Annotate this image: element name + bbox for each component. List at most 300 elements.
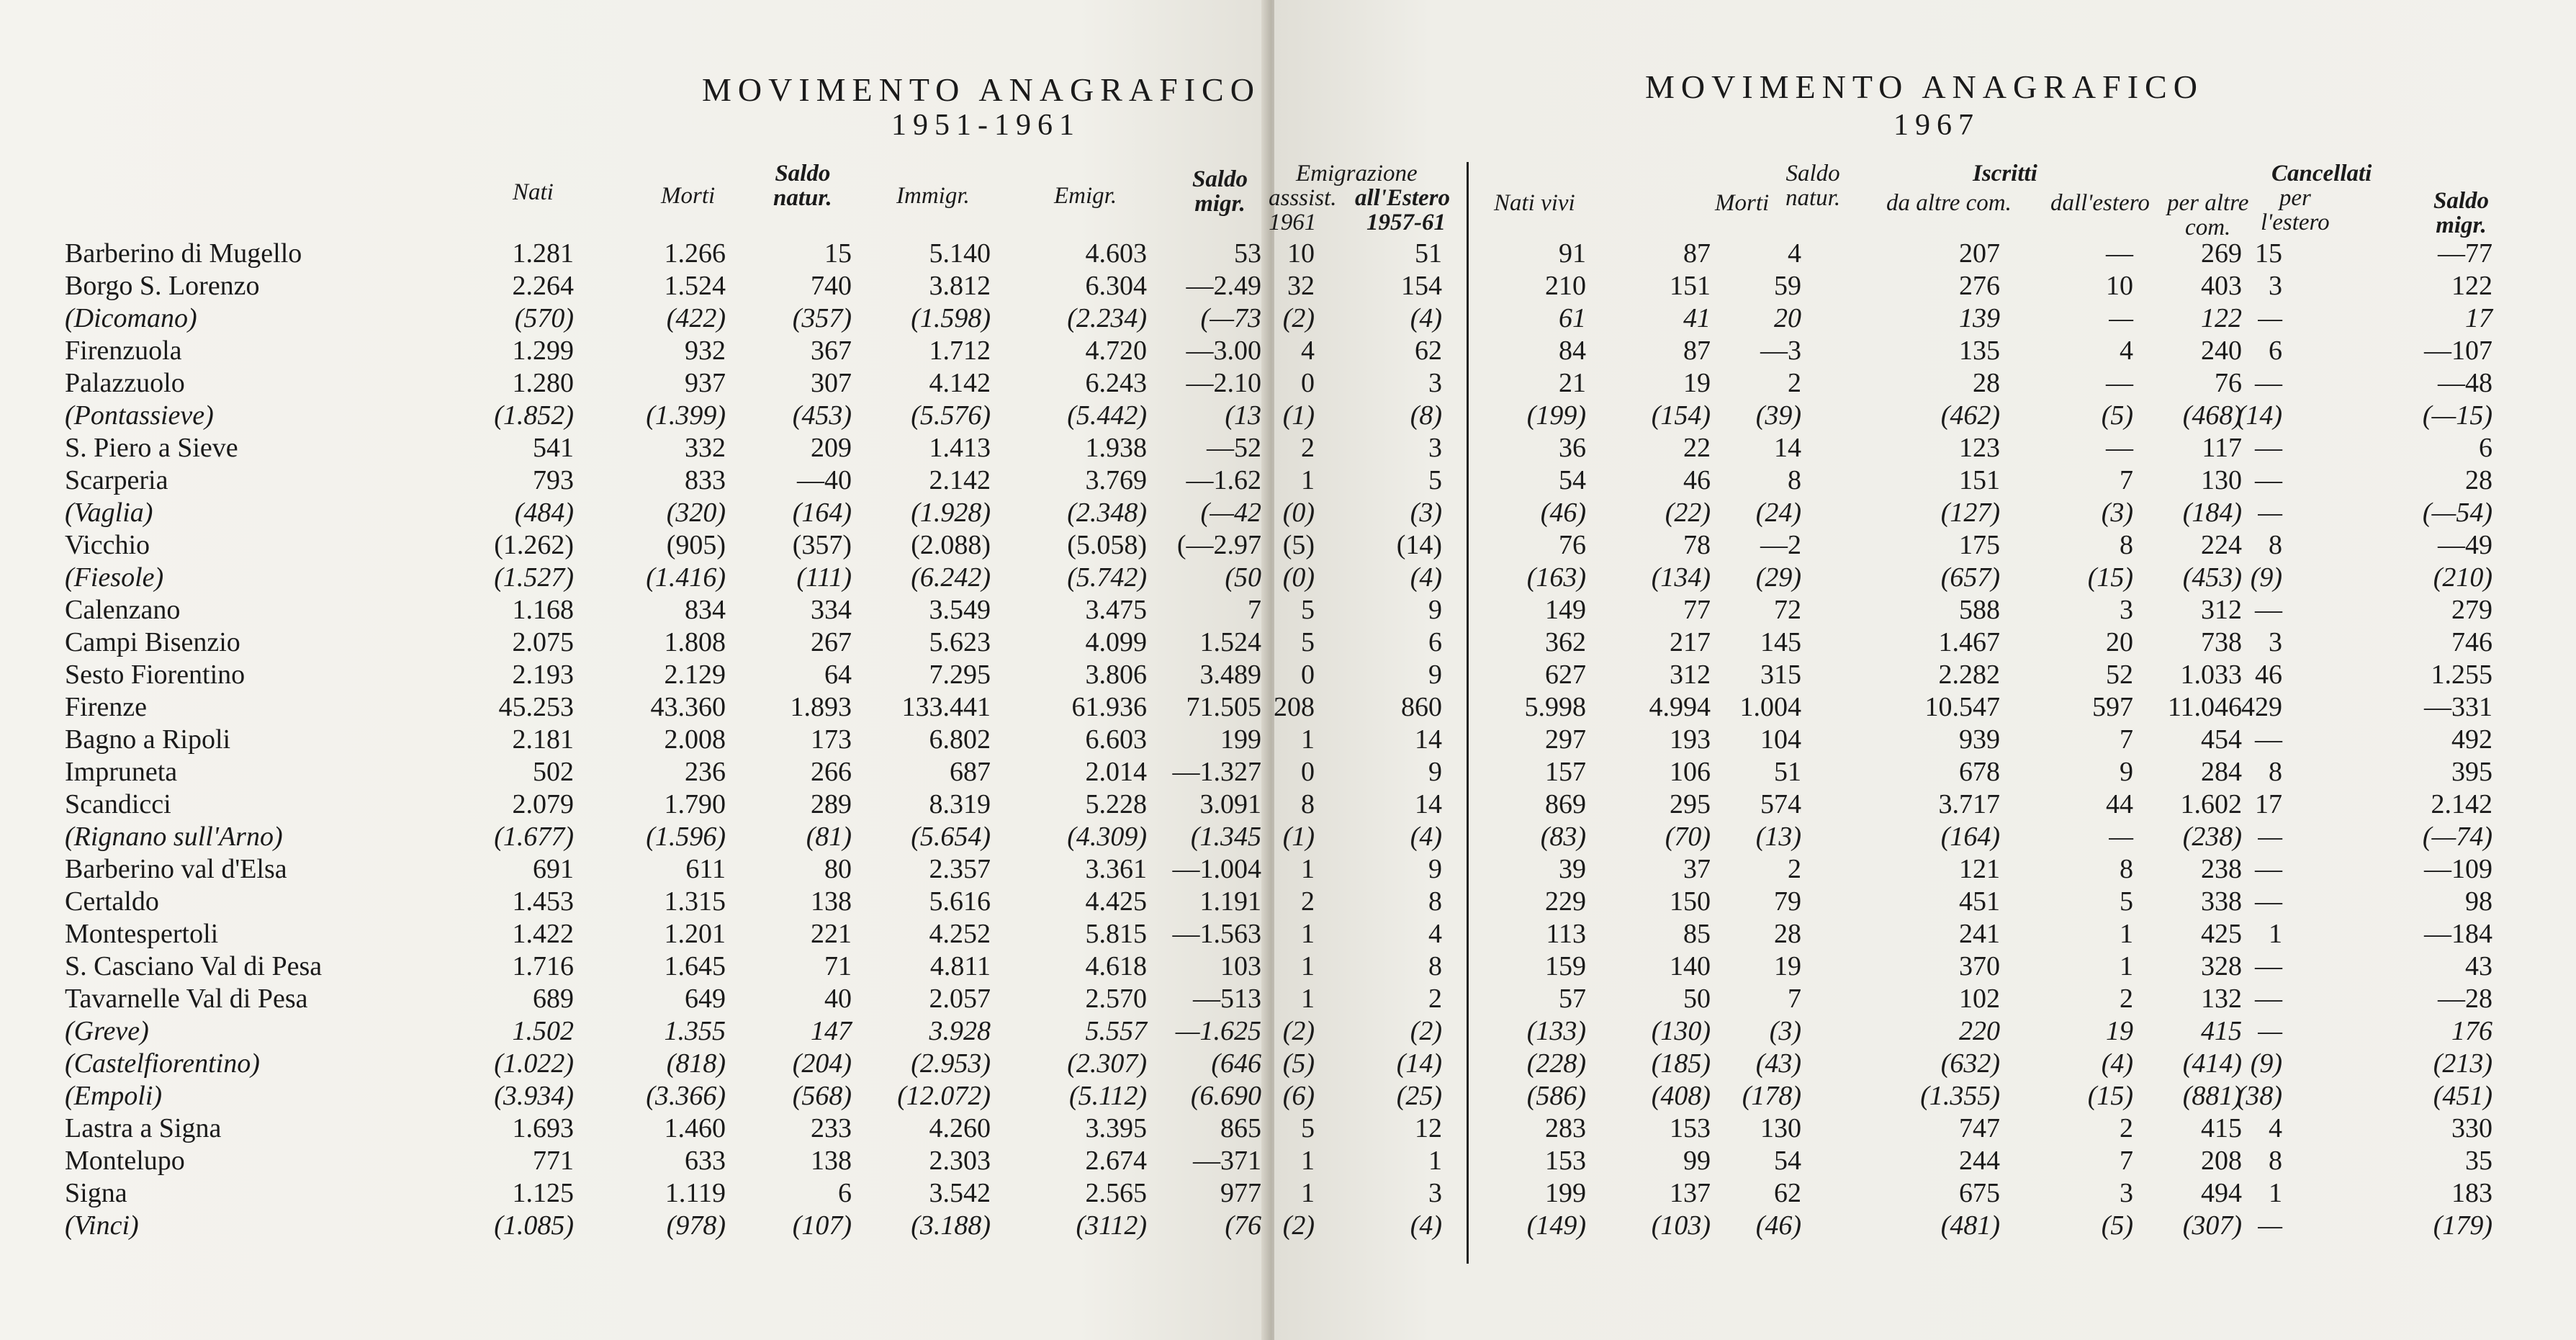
- cell-saldo-migr: —1.563: [1172, 919, 1261, 949]
- cell-emigr: 5.228: [1085, 789, 1147, 819]
- cell-iscritti-altre-com: 451: [1959, 886, 2000, 917]
- cell-saldo-migr: —3.00: [1186, 336, 1261, 366]
- cell-canc-altre-com: 415: [2201, 1113, 2242, 1143]
- cell-nati: 1.125: [512, 1178, 574, 1208]
- cell-morti: 1.266: [664, 238, 726, 269]
- cell-saldo-migr-67: —48: [2438, 368, 2492, 398]
- cell-nati-vivi-67: 76: [1559, 530, 1586, 560]
- cell-saldo-migr-67: 2.142: [2431, 789, 2492, 819]
- cell-saldo-natur-67: (24): [1755, 498, 1801, 528]
- cell-morti-67: 151: [1670, 271, 1711, 301]
- cell-morti-67: (22): [1665, 498, 1711, 528]
- cell-nati: 1.280: [512, 368, 574, 398]
- header-morti-67: Morti: [1715, 190, 1770, 216]
- cell-emig-estero: (4): [1410, 1210, 1442, 1241]
- cell-saldo-migr: (6.690: [1190, 1081, 1261, 1111]
- cell-saldo-migr-67: 492: [2451, 724, 2492, 755]
- cell-saldo-migr-67: 1.255: [2431, 660, 2492, 690]
- cell-saldo-migr-67: (—15): [2422, 400, 2492, 431]
- cell-saldo-natur-67: 574: [1760, 789, 1801, 819]
- left-years: 1951-1961: [891, 109, 1081, 142]
- cell-nati-vivi-67: 869: [1545, 789, 1586, 819]
- cell-saldo-natur-67: 14: [1774, 433, 1801, 463]
- cell-canc-estero: 8: [2269, 757, 2282, 787]
- cell-saldo-migr: 71.505: [1186, 692, 1261, 722]
- cell-morti-67: (130): [1651, 1016, 1711, 1046]
- cell-immigr: (5.576): [911, 400, 991, 431]
- cell-saldo-natur: 71: [824, 951, 852, 981]
- cell-saldo-natur-67: 8: [1788, 465, 1801, 495]
- cell-iscritti-altre-com: (164): [1940, 822, 2000, 852]
- cell-saldo-migr: 865: [1220, 1113, 1261, 1143]
- cell-emig-estero: 12: [1415, 1113, 1442, 1143]
- cell-canc-altre-com: 454: [2201, 724, 2242, 755]
- cell-iscritti-altre-com: 1.467: [1938, 627, 2000, 657]
- cell-morti: 236: [685, 757, 726, 787]
- cell-morti-67: (103): [1651, 1210, 1711, 1241]
- cell-morti-67: 193: [1670, 724, 1711, 755]
- comune-name: Scandicci: [65, 789, 171, 819]
- cell-emig-assist: 1: [1301, 1146, 1315, 1176]
- comune-name: (Castelfiorentino): [65, 1048, 260, 1079]
- cell-morti-67: 50: [1683, 984, 1711, 1014]
- cell-nati-vivi-67: (149): [1526, 1210, 1586, 1241]
- cell-emig-estero: (4): [1410, 303, 1442, 333]
- cell-morti: (1.399): [646, 400, 726, 431]
- cell-emig-assist: (5): [1282, 530, 1315, 560]
- cell-emig-estero: 2: [1428, 984, 1442, 1014]
- cell-emig-estero: 14: [1415, 789, 1442, 819]
- cell-canc-estero: —: [2258, 1210, 2282, 1241]
- cell-emig-estero: 3: [1428, 1178, 1442, 1208]
- cell-emig-estero: (14): [1396, 530, 1442, 560]
- cell-saldo-migr: —513: [1193, 984, 1261, 1014]
- cell-morti: (818): [666, 1048, 726, 1079]
- cell-canc-estero: 4: [2269, 1113, 2282, 1143]
- cell-nati: 793: [533, 465, 574, 495]
- table-row: [0, 529, 2576, 562]
- cell-emig-assist: 0: [1301, 660, 1315, 690]
- cell-iscritti-altre-com: 747: [1959, 1113, 2000, 1143]
- cell-immigr: 3.812: [929, 271, 991, 301]
- cell-nati: (484): [514, 498, 574, 528]
- comune-name: Palazzuolo: [65, 368, 185, 398]
- cell-emig-estero: 9: [1428, 595, 1442, 625]
- cell-saldo-natur-67: 130: [1760, 1113, 1801, 1143]
- cell-saldo-natur-67: 20: [1774, 303, 1801, 333]
- cell-nati: 2.264: [512, 271, 574, 301]
- table-row: [0, 432, 2576, 464]
- cell-canc-altre-com: 738: [2201, 627, 2242, 657]
- cell-iscritti-altre-com: (127): [1940, 498, 2000, 528]
- cell-morti-67: 87: [1683, 336, 1711, 366]
- cell-canc-altre-com: 338: [2201, 886, 2242, 917]
- cell-emig-estero: (4): [1410, 822, 1442, 852]
- cell-canc-altre-com: 328: [2201, 951, 2242, 981]
- cell-morti: 1.460: [664, 1113, 726, 1143]
- cell-iscritti-altre-com: (481): [1940, 1210, 2000, 1241]
- cell-saldo-natur: (111): [796, 562, 852, 593]
- cell-canc-estero: 1: [2269, 1178, 2282, 1208]
- header-immigr: Immigr.: [896, 183, 970, 209]
- cell-emigr: 4.099: [1085, 627, 1147, 657]
- comune-name: (Greve): [65, 1016, 149, 1046]
- cell-saldo-natur: 307: [811, 368, 852, 398]
- cell-nati-vivi-67: 157: [1545, 757, 1586, 787]
- cell-nati-vivi-67: 153: [1545, 1146, 1586, 1176]
- cell-morti-67: (70): [1665, 822, 1711, 852]
- cell-saldo-migr: 53: [1234, 238, 1261, 269]
- cell-iscritti-estero: 2: [2120, 984, 2133, 1014]
- cell-emig-estero: (14): [1396, 1048, 1442, 1079]
- cell-emigr: 6.243: [1085, 368, 1147, 398]
- cell-iscritti-estero: 8: [2120, 854, 2133, 884]
- cell-nati-vivi-67: (46): [1540, 498, 1586, 528]
- cell-canc-estero: (14): [2236, 400, 2282, 431]
- cell-emig-assist: 0: [1301, 757, 1315, 787]
- cell-saldo-natur-67: 72: [1774, 595, 1801, 625]
- cell-canc-estero: 8: [2269, 1146, 2282, 1176]
- cell-emig-assist: (1): [1282, 822, 1315, 852]
- cell-nati-vivi-67: 57: [1559, 984, 1586, 1014]
- cell-emigr: (2.234): [1067, 303, 1147, 333]
- cell-nati-vivi-67: 21: [1559, 368, 1586, 398]
- table-row: [0, 594, 2576, 626]
- cell-canc-altre-com: 1.033: [2180, 660, 2242, 690]
- cell-morti: 649: [685, 984, 726, 1014]
- cell-saldo-migr: (646: [1211, 1048, 1261, 1079]
- cell-nati: 1.422: [512, 919, 574, 949]
- cell-iscritti-estero: —: [2109, 303, 2133, 333]
- cell-emig-estero: 860: [1401, 692, 1442, 722]
- cell-nati: 45.253: [498, 692, 574, 722]
- cell-nati: 2.075: [512, 627, 574, 657]
- cell-emig-assist: 1: [1301, 724, 1315, 755]
- cell-saldo-migr-67: —28: [2438, 984, 2492, 1014]
- cell-saldo-natur: (164): [792, 498, 852, 528]
- cell-iscritti-altre-com: 675: [1959, 1178, 2000, 1208]
- cell-immigr: 2.057: [929, 984, 991, 1014]
- cell-emigr: 3.395: [1085, 1113, 1147, 1143]
- cell-iscritti-estero: —: [2106, 238, 2133, 269]
- cell-emig-assist: (0): [1282, 498, 1315, 528]
- cell-nati: 689: [533, 984, 574, 1014]
- cell-emig-estero: 9: [1428, 757, 1442, 787]
- header-emigr: Emigr.: [1054, 183, 1117, 209]
- cell-saldo-natur-67: (3): [1769, 1016, 1801, 1046]
- cell-saldo-migr: —2.10: [1186, 368, 1261, 398]
- cell-saldo-migr-67: 279: [2451, 595, 2492, 625]
- cell-nati-vivi-67: (228): [1526, 1048, 1586, 1079]
- cell-saldo-natur: 740: [811, 271, 852, 301]
- cell-saldo-migr: (13: [1225, 400, 1261, 431]
- cell-iscritti-altre-com: 370: [1959, 951, 2000, 981]
- cell-saldo-natur: 138: [811, 886, 852, 917]
- cell-canc-altre-com: (468): [2182, 400, 2242, 431]
- cell-nati: 502: [533, 757, 574, 787]
- cell-morti: 2.008: [664, 724, 726, 755]
- cell-nati-vivi-67: 362: [1545, 627, 1586, 657]
- cell-immigr: 8.319: [929, 789, 991, 819]
- cell-emig-assist: (2): [1282, 1210, 1315, 1241]
- cell-nati-vivi-67: 54: [1559, 465, 1586, 495]
- cell-iscritti-estero: 5: [2120, 886, 2133, 917]
- table-row: [0, 302, 2576, 335]
- cell-saldo-natur-67: 51: [1774, 757, 1801, 787]
- cell-saldo-migr: (1.345: [1190, 822, 1261, 852]
- cell-saldo-migr-67: 35: [2465, 1146, 2492, 1176]
- cell-saldo-natur: 147: [811, 1016, 852, 1046]
- cell-emig-estero: 154: [1401, 271, 1442, 301]
- cell-iscritti-altre-com: (1.355): [1920, 1081, 2000, 1111]
- cell-emig-estero: 1: [1428, 1146, 1442, 1176]
- cell-canc-altre-com: 240: [2201, 336, 2242, 366]
- comune-name: Firenzuola: [65, 336, 182, 366]
- cell-saldo-natur: 40: [824, 984, 852, 1014]
- cell-emig-assist: 2: [1301, 886, 1315, 917]
- cell-nati: (1.085): [494, 1210, 574, 1241]
- cell-emigr: 2.570: [1085, 984, 1147, 1014]
- header-saldo-natur: Saldo natur.: [773, 161, 832, 211]
- cell-canc-estero: —: [2255, 595, 2282, 625]
- header-per-altre: per altre com.: [2167, 190, 2249, 240]
- cell-saldo-natur-67: 4: [1788, 238, 1801, 269]
- cell-emig-assist: (0): [1282, 562, 1315, 593]
- cell-saldo-natur: 173: [811, 724, 852, 755]
- cell-emigr: (5.112): [1069, 1081, 1147, 1111]
- cell-emig-estero: 6: [1428, 627, 1442, 657]
- cell-emig-assist: 208: [1274, 692, 1315, 722]
- cell-emigr: (5.742): [1067, 562, 1147, 593]
- cell-morti: 611: [685, 854, 726, 884]
- cell-saldo-migr: 1.191: [1199, 886, 1261, 917]
- cell-morti-67: 106: [1670, 757, 1711, 787]
- cell-saldo-natur: 209: [811, 433, 852, 463]
- cell-canc-estero: —: [2258, 822, 2282, 852]
- cell-morti-67: (154): [1651, 400, 1711, 431]
- cell-immigr: 7.295: [929, 660, 991, 690]
- cell-saldo-natur-67: 104: [1760, 724, 1801, 755]
- cell-iscritti-altre-com: 121: [1959, 854, 2000, 884]
- cell-saldo-migr-67: 183: [2451, 1178, 2492, 1208]
- cell-iscritti-altre-com: 139: [1959, 303, 2000, 333]
- cell-saldo-natur: —40: [797, 465, 852, 495]
- cell-saldo-natur-67: 2: [1788, 368, 1801, 398]
- cell-canc-estero: —: [2255, 433, 2282, 463]
- cell-iscritti-estero: 52: [2106, 660, 2133, 690]
- cell-saldo-migr-67: —184: [2424, 919, 2492, 949]
- cell-saldo-migr-67: 746: [2451, 627, 2492, 657]
- cell-saldo-migr-67: (—74): [2422, 822, 2492, 852]
- cell-canc-estero: 17: [2255, 789, 2282, 819]
- cell-emig-assist: 5: [1301, 627, 1315, 657]
- cell-canc-estero: —: [2255, 854, 2282, 884]
- cell-emig-assist: (6): [1282, 1081, 1315, 1111]
- cell-emig-assist: 10: [1287, 238, 1315, 269]
- cell-emig-assist: (5): [1282, 1048, 1315, 1079]
- cell-saldo-natur-67: 62: [1774, 1178, 1801, 1208]
- cell-emigr: 2.565: [1085, 1178, 1147, 1208]
- cell-emig-estero: 8: [1428, 886, 1442, 917]
- cell-emig-estero: 51: [1415, 238, 1442, 269]
- cell-saldo-migr: 1.524: [1199, 627, 1261, 657]
- cell-emigr: 61.936: [1071, 692, 1147, 722]
- cell-iscritti-estero: 8: [2120, 530, 2133, 560]
- cell-saldo-natur-67: 28: [1774, 919, 1801, 949]
- comune-name: S. Casciano Val di Pesa: [65, 951, 323, 981]
- left-title: MOVIMENTO ANAGRAFICO: [702, 71, 1261, 108]
- cell-emig-assist: 1: [1301, 919, 1315, 949]
- cell-canc-altre-com: 284: [2201, 757, 2242, 787]
- cell-saldo-migr: 199: [1220, 724, 1261, 755]
- comune-name: Montelupo: [65, 1146, 185, 1176]
- cell-morti-67: 140: [1670, 951, 1711, 981]
- cell-emigr: 3.361: [1085, 854, 1147, 884]
- table-row: [0, 238, 2576, 270]
- cell-morti: 834: [685, 595, 726, 625]
- header-nati: Nati: [513, 179, 554, 205]
- cell-iscritti-altre-com: 151: [1959, 465, 2000, 495]
- cell-emig-estero: (25): [1396, 1081, 1442, 1111]
- cell-saldo-natur-67: 145: [1760, 627, 1801, 657]
- cell-canc-altre-com: 312: [2201, 595, 2242, 625]
- comune-name: S. Piero a Sieve: [65, 433, 238, 463]
- cell-iscritti-altre-com: 207: [1959, 238, 2000, 269]
- cell-immigr: (2.953): [911, 1048, 991, 1079]
- cell-nati-vivi-67: 36: [1559, 433, 1586, 463]
- cell-saldo-natur-67: (178): [1742, 1081, 1801, 1111]
- cell-canc-estero: (9): [2250, 562, 2282, 593]
- cell-morti: (3.366): [646, 1081, 726, 1111]
- cell-nati: 2.193: [512, 660, 574, 690]
- comune-name: Vicchio: [65, 530, 150, 560]
- cell-saldo-migr: (50: [1225, 562, 1261, 593]
- cell-iscritti-altre-com: (632): [1940, 1048, 2000, 1079]
- cell-morti: 1.524: [664, 271, 726, 301]
- cell-nati-vivi-67: 61: [1559, 303, 1586, 333]
- cell-nati: 691: [533, 854, 574, 884]
- cell-nati: 1.716: [512, 951, 574, 981]
- cell-saldo-migr-67: 28: [2465, 465, 2492, 495]
- cell-emigr: (2.307): [1067, 1048, 1147, 1079]
- comune-name: Barberino val d'Elsa: [65, 854, 287, 884]
- cell-emigr: 4.618: [1085, 951, 1147, 981]
- header-all-estero: all'Estero 1957-61: [1355, 185, 1451, 235]
- cell-saldo-natur-67: 54: [1774, 1146, 1801, 1176]
- comune-name: (Fiesole): [65, 562, 164, 593]
- cell-iscritti-estero: 3: [2120, 1178, 2133, 1208]
- cell-saldo-migr: 3.489: [1199, 660, 1261, 690]
- cell-immigr: 1.712: [929, 336, 991, 366]
- cell-emigr: 3.475: [1085, 595, 1147, 625]
- cell-morti: 1.355: [664, 1016, 726, 1046]
- cell-saldo-natur: 15: [824, 238, 852, 269]
- cell-iscritti-estero: 3: [2120, 595, 2133, 625]
- cell-morti: (320): [666, 498, 726, 528]
- cell-morti: 1.645: [664, 951, 726, 981]
- cell-morti-67: 46: [1683, 465, 1711, 495]
- cell-saldo-migr: —52: [1207, 433, 1261, 463]
- cell-canc-altre-com: 208: [2201, 1146, 2242, 1176]
- cell-canc-estero: 15: [2255, 238, 2282, 269]
- cell-immigr: 6.802: [929, 724, 991, 755]
- cell-saldo-natur: (357): [792, 530, 852, 560]
- cell-nati: 1.299: [512, 336, 574, 366]
- cell-morti-67: 78: [1683, 530, 1711, 560]
- cell-saldo-natur-67: —3: [1760, 336, 1801, 366]
- cell-emig-assist: 1: [1301, 854, 1315, 884]
- cell-emig-estero: 14: [1415, 724, 1442, 755]
- cell-emigr: 6.603: [1085, 724, 1147, 755]
- cell-emigr: 4.720: [1085, 336, 1147, 366]
- cell-saldo-natur: (204): [792, 1048, 852, 1079]
- comune-name: Barberino di Mugello: [65, 238, 302, 269]
- cell-iscritti-estero: 20: [2106, 627, 2133, 657]
- cell-morti: 2.129: [664, 660, 726, 690]
- cell-immigr: (1.928): [911, 498, 991, 528]
- cell-immigr: 3.549: [929, 595, 991, 625]
- cell-emig-assist: (1): [1282, 400, 1315, 431]
- cell-morti-67: 37: [1683, 854, 1711, 884]
- cell-iscritti-altre-com: 10.547: [1924, 692, 2000, 722]
- cell-saldo-natur: (81): [806, 822, 852, 852]
- cell-saldo-migr-67: —331: [2424, 692, 2492, 722]
- cell-immigr: 1.413: [929, 433, 991, 463]
- cell-emig-assist: 1: [1301, 465, 1315, 495]
- cell-iscritti-estero: 4: [2120, 336, 2133, 366]
- table-row: [0, 1210, 2576, 1242]
- header-cancellati: Cancellati: [2271, 161, 2372, 186]
- header-da-altre: da altre com.: [1886, 190, 2012, 216]
- cell-canc-estero: —: [2255, 984, 2282, 1014]
- cell-saldo-natur-67: —2: [1760, 530, 1801, 560]
- cell-morti: 633: [685, 1146, 726, 1176]
- cell-iscritti-estero: 1: [2120, 919, 2133, 949]
- cell-saldo-migr: —1.327: [1172, 757, 1261, 787]
- cell-emig-assist: (2): [1282, 1016, 1315, 1046]
- comune-name: (Dicomano): [65, 303, 197, 333]
- cell-canc-estero: —: [2255, 724, 2282, 755]
- table-row: [0, 788, 2576, 821]
- cell-emig-assist: 1: [1301, 951, 1315, 981]
- cell-saldo-natur-67: 2: [1788, 854, 1801, 884]
- cell-emig-estero: 5: [1428, 465, 1442, 495]
- comune-name: (Vinci): [65, 1210, 139, 1241]
- cell-morti-67: 99: [1683, 1146, 1711, 1176]
- comune-name: Signa: [65, 1178, 127, 1208]
- header-saldo-migr-67: Saldo migr.: [2433, 188, 2490, 238]
- cell-morti-67: 77: [1683, 595, 1711, 625]
- cell-saldo-natur: 64: [824, 660, 852, 690]
- cell-immigr: (3.188): [911, 1210, 991, 1241]
- cell-saldo-natur: (568): [792, 1081, 852, 1111]
- table-row: [0, 1177, 2576, 1210]
- header-dall-estero: dall'estero: [2050, 190, 2150, 216]
- cell-saldo-natur: (357): [792, 303, 852, 333]
- cell-nati: (570): [514, 303, 574, 333]
- cell-iscritti-estero: —: [2109, 822, 2133, 852]
- cell-canc-altre-com: 76: [2215, 368, 2242, 398]
- cell-canc-altre-com: 238: [2201, 854, 2242, 884]
- comune-name: Borgo S. Lorenzo: [65, 271, 260, 301]
- cell-canc-estero: (38): [2236, 1081, 2282, 1111]
- cell-saldo-migr-67: 17: [2465, 303, 2492, 333]
- cell-saldo-migr: —1.625: [1175, 1016, 1261, 1046]
- cell-nati-vivi-67: (133): [1526, 1016, 1586, 1046]
- table-row: [0, 724, 2576, 756]
- table-row: [0, 983, 2576, 1015]
- comune-name: (Pontassieve): [65, 400, 214, 431]
